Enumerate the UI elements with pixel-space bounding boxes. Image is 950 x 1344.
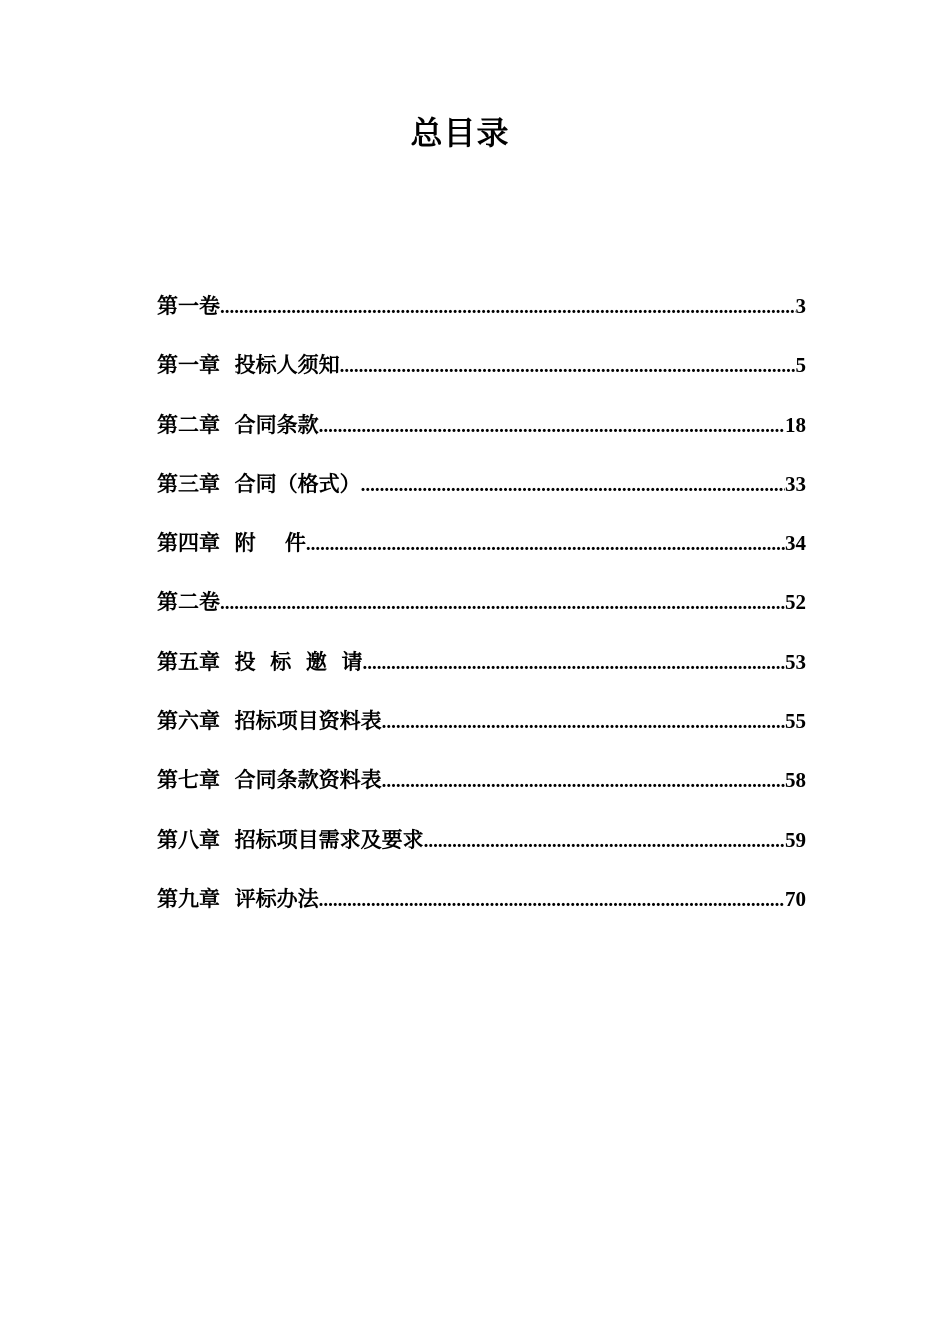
toc-entry-label: 第二章 合同条款 [157, 412, 319, 437]
toc-entry-label: 第一章 投标人须知 [157, 353, 340, 378]
toc-dot-leader [340, 356, 796, 378]
toc-page-number: 5 [795, 353, 806, 378]
toc-entry-chapter-8[interactable] [157, 824, 806, 883]
toc-dot-leader [319, 890, 785, 912]
toc-entry-label: 第五章 投 标 邀 请 [157, 649, 363, 674]
toc-entry-label: 第九章 评标办法 [157, 886, 319, 911]
toc-entry-label: 第七章 合同条款资料表 [157, 768, 382, 793]
toc-dot-leader [363, 653, 786, 675]
toc-entry-chapter-5[interactable] [157, 646, 806, 705]
toc-entry-volume-1[interactable] [157, 290, 806, 349]
toc-dot-leader [382, 712, 785, 734]
toc-entry-label: 第二卷 [157, 590, 220, 615]
toc-entry-label: 第四章 附 件 [157, 531, 306, 556]
toc-dot-leader [361, 475, 785, 497]
toc-dot-leader [382, 771, 785, 793]
toc-page-number: 18 [785, 412, 806, 437]
toc-page-number: 52 [785, 590, 806, 615]
toc-entry-label: 第一卷 [157, 294, 220, 318]
toc-entry-chapter-9[interactable] [157, 883, 806, 942]
table-of-contents [157, 290, 806, 942]
toc-dot-leader [424, 831, 785, 853]
toc-page-number: 55 [785, 709, 806, 734]
page-title: 总目录 [410, 114, 510, 152]
toc-dot-leader [220, 593, 785, 615]
toc-page-number: 53 [785, 649, 806, 674]
toc-entry-chapter-6[interactable] [157, 705, 806, 764]
toc-dot-leader [220, 297, 796, 319]
toc-entry-label: 第六章 招标项目资料表 [157, 709, 382, 734]
toc-page-number: 33 [785, 471, 806, 496]
toc-entry-chapter-2[interactable] [157, 409, 806, 468]
toc-entry-chapter-1[interactable] [157, 349, 806, 408]
toc-entry-chapter-3[interactable] [157, 468, 806, 527]
toc-page-number: 34 [785, 531, 806, 556]
toc-page-number: 3 [795, 294, 806, 318]
toc-page-number: 58 [785, 768, 806, 793]
toc-dot-leader [306, 534, 785, 556]
toc-page-number: 70 [785, 886, 806, 911]
toc-entry-volume-2[interactable] [157, 586, 806, 645]
toc-entry-label: 第三章 合同（格式） [157, 471, 361, 496]
toc-page-number: 59 [785, 827, 806, 852]
toc-entry-chapter-7[interactable] [157, 764, 806, 823]
toc-entry-chapter-4[interactable] [157, 527, 806, 586]
toc-dot-leader [319, 416, 785, 438]
toc-entry-label: 第八章 招标项目需求及要求 [157, 827, 424, 852]
